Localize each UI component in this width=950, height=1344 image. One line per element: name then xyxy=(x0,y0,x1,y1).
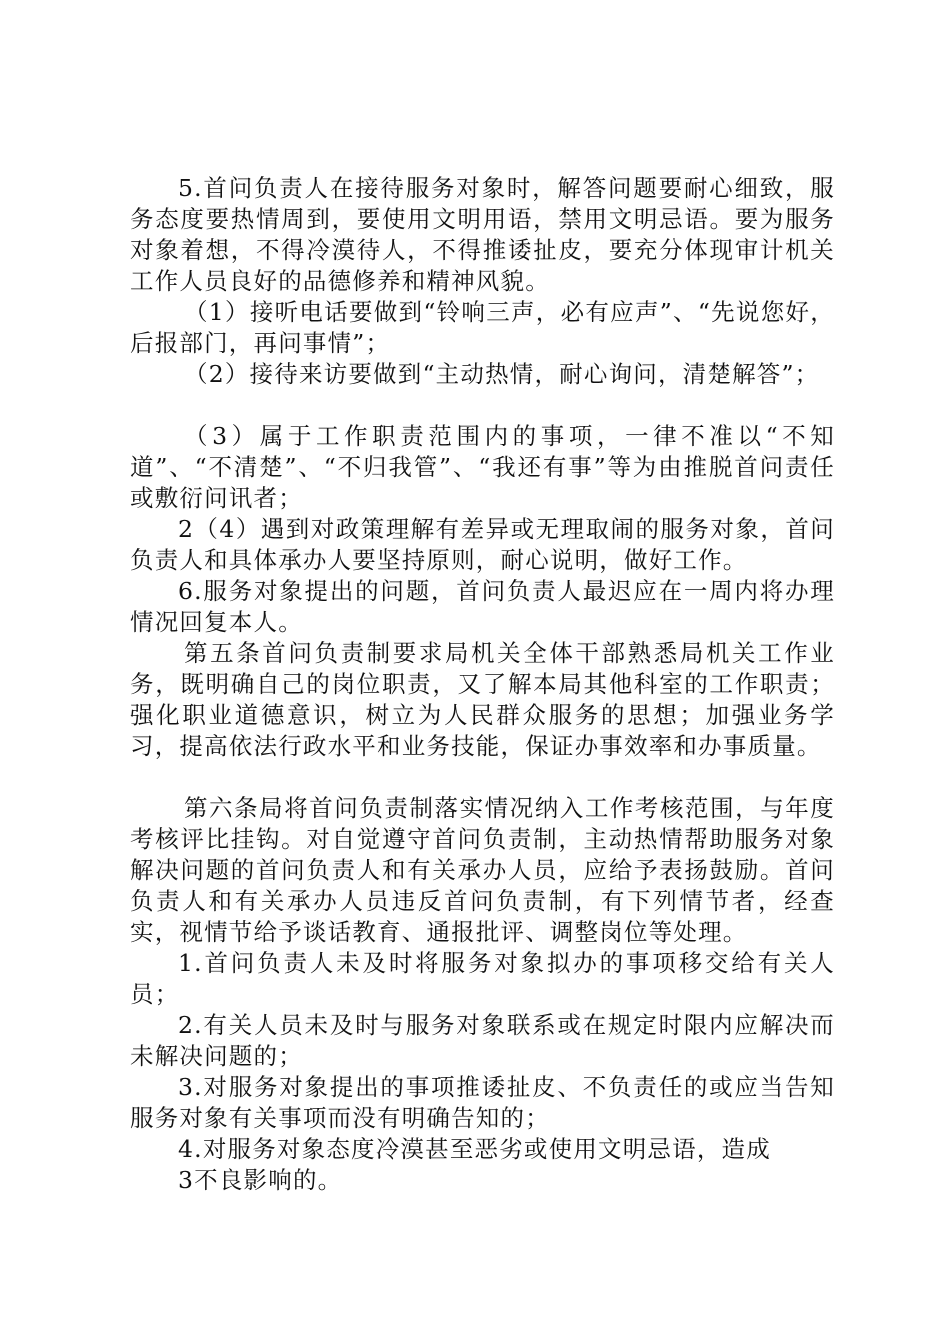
paragraph-article-6: 第六条局将首问负责制落实情况纳入工作考核范围，与年度考核评比挂钩。对自觉遵守首问负责制，主动热情帮助服务对象解决问题的首问负责人和有关承办人员，应给予表扬鼓励。首问负责人和有关承办人员违反首问负责制，有下列情节者，经查实，视情节给予谈话教育、通报批评、调整岗位等处理。 xyxy=(130,794,835,946)
paragraph-sub-2: （2）接待来访要做到“主动热情，耐心询问，清楚解答”； xyxy=(184,360,820,388)
paragraph-sub-4: 2（4）遇到对政策理解有差异或无理取闹的服务对象，首问负责人和具体承办人要坚持原则，耐心说明，做好工作。 xyxy=(130,515,835,574)
paragraph-violation-4-end: 3不良影响的。 xyxy=(178,1166,343,1194)
paragraph-article-5: 第五条首问负责制要求局机关全体干部熟悉局机关工作业务，既明确自己的岗位职责，又了解本局其他科室的工作职责；强化职业道德意识，树立为人民群众服务的思想；加强业务学习，提高依法行政水平和业务技能，保证办事效率和办事质量。 xyxy=(130,639,835,760)
paragraph-sub-1: （1）接听电话要做到“铃响三声，必有应声”、“先说您好，后报部门，再问事情”； xyxy=(130,298,835,357)
paragraph-sub-3: （3）属于工作职责范围内的事项，一律不准以“不知道”、“不清楚”、“不归我管”、“我还有事”等为由推脱首问责任或敷衍问讯者； xyxy=(130,422,835,512)
paragraph-violation-3: 3.对服务对象提出的事项推诿扯皮、不负责任的或应当告知服务对象有关事项而没有明确告知的； xyxy=(130,1073,835,1132)
paragraph-item-6: 6.服务对象提出的问题，首问负责人最迟应在一周内将办理情况回复本人。 xyxy=(130,577,835,636)
document-body xyxy=(130,173,835,1196)
paragraph-violation-2: 2.有关人员未及时与服务对象联系或在规定时限内应解决而未解决问题的； xyxy=(130,1011,835,1070)
paragraph-violation-4: 4.对服务对象态度冷漠甚至恶劣或使用文明忌语，造成 xyxy=(178,1135,771,1163)
paragraph-item-5: 5.首问负责人在接待服务对象时，解答问题要耐心细致，服务态度要热情周到，要使用文明用语，禁用文明忌语。要为服务对象着想，不得冷漠待人，不得推诿扯皮，要充分体现审计机关工作人员良好的品德修养和精神风貌。 xyxy=(130,174,835,295)
paragraph-violation-1: 1.首问负责人未及时将服务对象拟办的事项移交给有关人员； xyxy=(130,949,835,1008)
